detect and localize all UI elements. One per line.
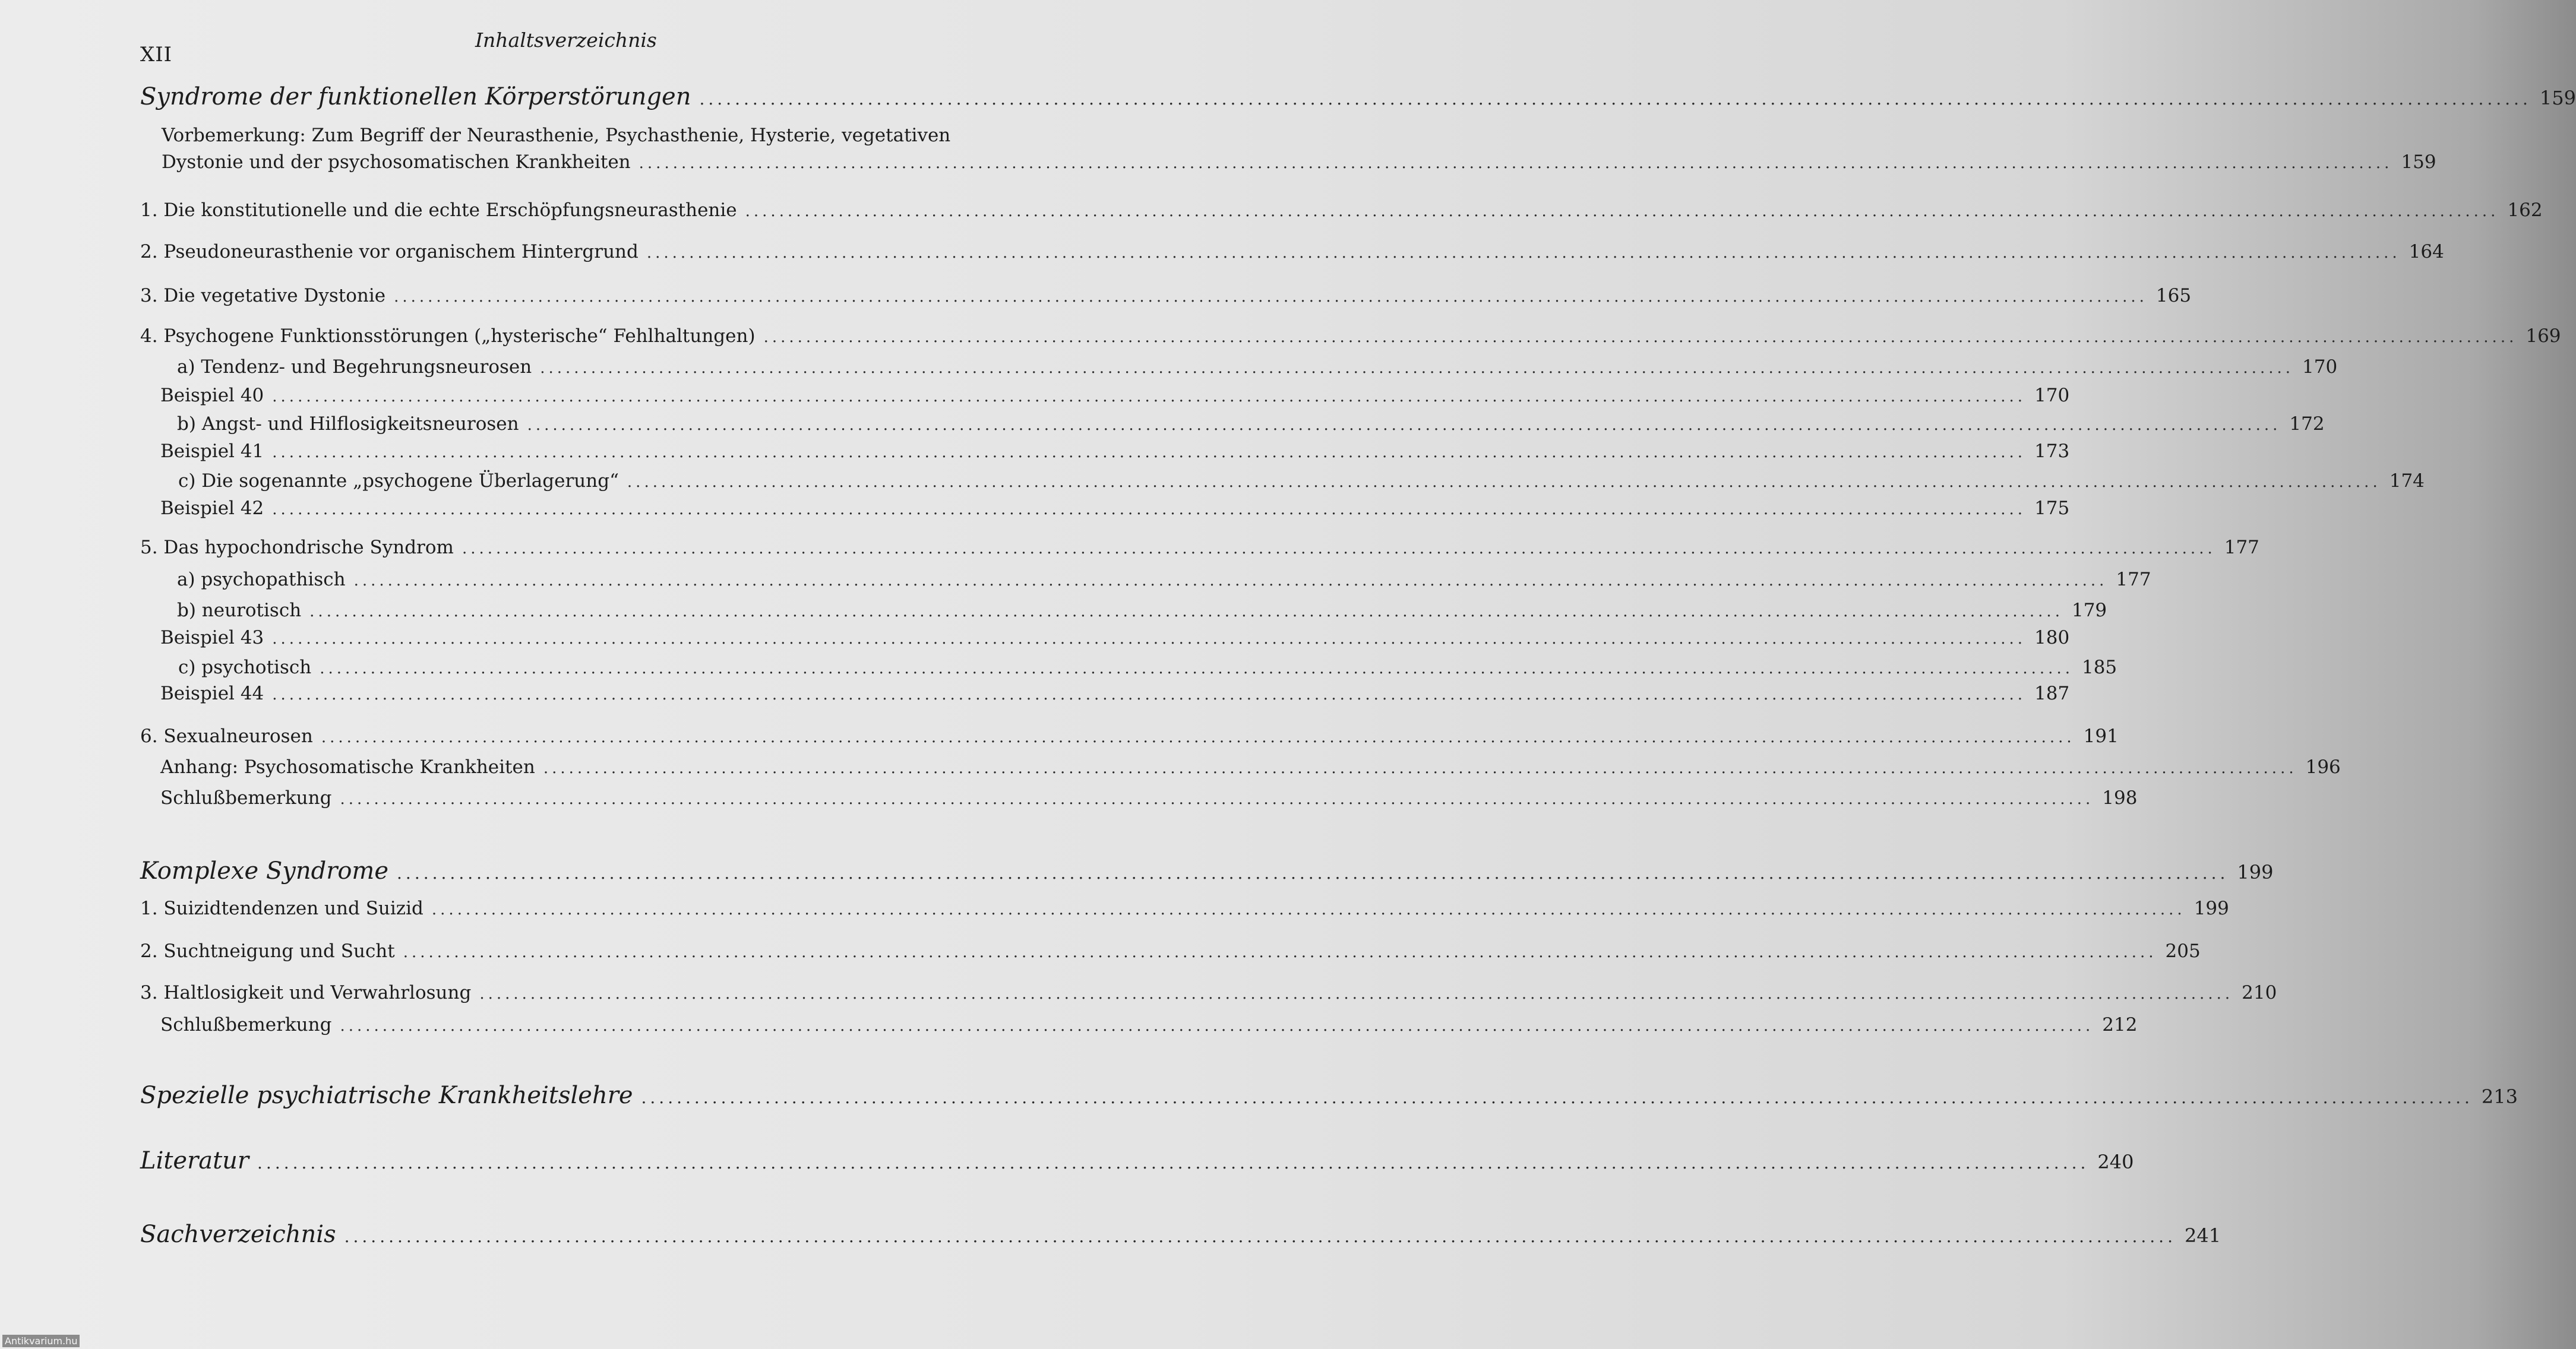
- entry-label: 2. Pseudoneurasthenie vor organischem Hintergrund: [140, 241, 639, 262]
- leader-dots: ...............................................................................................................................................................................................................: [627, 473, 2381, 491]
- toc-entry: [0, 898, 2229, 927]
- toc-entry: [0, 200, 2543, 229]
- page-ref: 241: [2184, 1224, 2221, 1247]
- leader-dots: ...............................................................................................................................................................................................................: [257, 1153, 2090, 1173]
- page-ref: 213: [2481, 1085, 2518, 1108]
- leader-dots: ...............................................................................................................................................................................................................: [309, 603, 2063, 620]
- leader-dots: ...............................................................................................................................................................................................................: [479, 985, 2234, 1003]
- leader-dots: ...............................................................................................................................................................................................................: [745, 202, 2499, 220]
- toc-entry: [0, 756, 2341, 786]
- entry-label: Anhang: Psychosomatische Krankheiten: [160, 756, 535, 778]
- toc-entry: [0, 356, 2338, 386]
- toc-entry: [0, 787, 2138, 817]
- entry-label: a) psychopathisch: [177, 569, 346, 590]
- toc-entry: [0, 600, 2107, 629]
- leader-dots: ...............................................................................................................................................................................................................: [646, 244, 2401, 262]
- leader-dots: ...............................................................................................................................................................................................................: [394, 288, 2148, 306]
- toc-entry: [0, 498, 2070, 527]
- leader-dots: ...............................................................................................................................................................................................................: [321, 729, 2075, 746]
- entry-label: b) neurotisch: [177, 600, 302, 621]
- page-ref: 175: [2034, 498, 2070, 519]
- toc-entry: [0, 1014, 2138, 1044]
- page-ref: 212: [2102, 1014, 2138, 1036]
- page-ref: 177: [2224, 537, 2259, 558]
- leader-dots: ...............................................................................................................................................................................................................: [353, 572, 2108, 590]
- entry-label: 1. Suizidtendenzen und Suizid: [140, 898, 423, 919]
- page-number: XII: [140, 43, 173, 66]
- toc-entry: [0, 241, 2444, 271]
- page-ref: 164: [2409, 241, 2444, 262]
- section-title: Syndrome der funktionellen Körperstörungen: [140, 83, 691, 110]
- leader-dots: ...............................................................................................................................................................................................................: [527, 416, 2281, 434]
- page-ref: 196: [2305, 756, 2341, 778]
- entry-label: 6. Sexualneurosen: [140, 726, 313, 747]
- page-ref: 177: [2116, 569, 2151, 590]
- page-ref: 159: [2401, 151, 2436, 173]
- entry-label: b) Angst- und Hilflosigkeitsneurosen: [177, 413, 519, 435]
- page-ref: 187: [2034, 683, 2070, 704]
- toc-entry: [0, 726, 2119, 755]
- toc-section-spezielle: [0, 1082, 2518, 1112]
- toc-entry: [0, 940, 2201, 970]
- toc-entry: [0, 657, 2117, 686]
- leader-dots: ...............................................................................................................................................................................................................: [320, 660, 2074, 677]
- running-title: Inhaltsverzeichnis: [475, 28, 657, 52]
- entry-label: 3. Die vegetative Dystonie: [140, 285, 386, 306]
- page-ref: 191: [2083, 726, 2119, 747]
- section-title: Literatur: [140, 1147, 249, 1174]
- leader-dots: ...............................................................................................................................................................................................................: [431, 901, 2186, 919]
- entry-label: Beispiel 40: [160, 385, 264, 406]
- toc-entry: [0, 413, 2325, 443]
- toc-entry: [0, 569, 2151, 598]
- entry-label: c) psychotisch: [178, 657, 312, 678]
- toc-entry: [0, 683, 2070, 712]
- entry-label: Beispiel 42: [160, 498, 264, 519]
- entry-label: a) Tendenz- und Begehrungsneurosen: [177, 356, 532, 378]
- toc-section-literatur: [0, 1147, 2134, 1177]
- page-ref: 174: [2389, 470, 2425, 492]
- page-ref: 180: [2034, 627, 2070, 648]
- leader-dots: ...............................................................................................................................................................................................................: [763, 328, 2518, 346]
- page-ref: 199: [2237, 861, 2274, 884]
- leader-dots: ...............................................................................................................................................................................................................: [699, 89, 2531, 109]
- entry-label: 5. Das hypochondrische Syndrom: [140, 537, 454, 558]
- watermark: Antikvarium.hu: [2, 1335, 80, 1347]
- entry-label: 1. Die konstitutionelle und die echte Erschöpfungsneurasthenie: [140, 200, 737, 221]
- page-ref: 173: [2034, 441, 2070, 462]
- section-title: Spezielle psychiatrische Krankheitslehre: [140, 1082, 633, 1109]
- toc-entry: [0, 385, 2070, 414]
- section-title: Sachverzeichnis: [140, 1221, 336, 1248]
- toc-entry: [0, 470, 2425, 500]
- page-ref: 210: [2242, 982, 2277, 1003]
- leader-dots: ...............................................................................................................................................................................................................: [641, 1088, 2473, 1107]
- entry-label: Beispiel 44: [160, 683, 264, 704]
- section-title: Komplexe Syndrome: [140, 857, 389, 885]
- entry-label: Beispiel 41: [160, 441, 264, 462]
- leader-dots: ...............................................................................................................................................................................................................: [403, 943, 2157, 961]
- toc-entry-vorbemerkung: [0, 151, 2436, 181]
- toc-entry: [0, 537, 2259, 566]
- leader-dots: ...............................................................................................................................................................................................................: [462, 540, 2216, 558]
- page-ref: 170: [2302, 356, 2338, 378]
- page-ref: 165: [2155, 285, 2192, 306]
- vorbemerkung-line-1: Vorbemerkung: Zum Begriff der Neurasthenie, Psychasthenie, Hysterie, vegetativen: [162, 125, 951, 146]
- toc-entry: [0, 441, 2070, 470]
- toc-section-komplexe: [0, 857, 2274, 887]
- page-ref: 205: [2165, 940, 2201, 962]
- entry-label: Schlußbemerkung: [160, 787, 332, 809]
- page-ref: 170: [2034, 385, 2070, 406]
- entry-label: Beispiel 43: [160, 627, 264, 648]
- toc-section-funktionelle: [0, 83, 2576, 113]
- entry-label: 4. Psychogene Funktionsstörungen („hysterische“ Fehlhaltungen): [140, 325, 756, 347]
- page-ref: 162: [2507, 200, 2543, 221]
- entry-label: Dystonie und der psychosomatischen Krankheiten: [162, 151, 631, 173]
- toc-section-sachverzeichnis: [0, 1221, 2221, 1250]
- leader-dots: ...............................................................................................................................................................................................................: [543, 759, 2297, 777]
- toc-entry: [0, 325, 2561, 355]
- entry-label: 3. Haltlosigkeit und Verwahrlosung: [140, 982, 472, 1003]
- page-ref: 198: [2102, 787, 2138, 809]
- page-ref: 172: [2289, 413, 2325, 435]
- leader-dots: ...............................................................................................................................................................................................................: [397, 863, 2229, 883]
- toc-entry: [0, 285, 2192, 315]
- leader-dots: ...............................................................................................................................................................................................................: [272, 501, 2027, 518]
- leader-dots: ...............................................................................................................................................................................................................: [340, 790, 2094, 808]
- leader-dots: ...............................................................................................................................................................................................................: [540, 359, 2294, 377]
- leader-dots: ...............................................................................................................................................................................................................: [340, 1017, 2094, 1035]
- page-ref: 179: [2071, 600, 2107, 621]
- leader-dots: ...............................................................................................................................................................................................................: [272, 444, 2027, 461]
- page-ref: 159: [2539, 87, 2576, 109]
- toc-entry: [0, 982, 2277, 1012]
- leader-dots: ...............................................................................................................................................................................................................: [344, 1227, 2176, 1246]
- leader-dots: ...............................................................................................................................................................................................................: [639, 154, 2393, 172]
- leader-dots: ...............................................................................................................................................................................................................: [272, 686, 2027, 704]
- leader-dots: ...............................................................................................................................................................................................................: [272, 388, 2027, 406]
- page-ref: 169: [2526, 325, 2561, 347]
- toc-entry: [0, 627, 2070, 657]
- entry-label: c) Die sogenannte „psychogene Überlagerung“: [178, 470, 619, 492]
- entry-label: Schlußbemerkung: [160, 1014, 332, 1036]
- leader-dots: ...............................................................................................................................................................................................................: [272, 630, 2027, 648]
- page-ref: 240: [2097, 1151, 2134, 1173]
- page-ref: 185: [2081, 657, 2117, 678]
- page-ref: 199: [2193, 898, 2229, 919]
- entry-label: 2. Suchtneigung und Sucht: [140, 940, 395, 962]
